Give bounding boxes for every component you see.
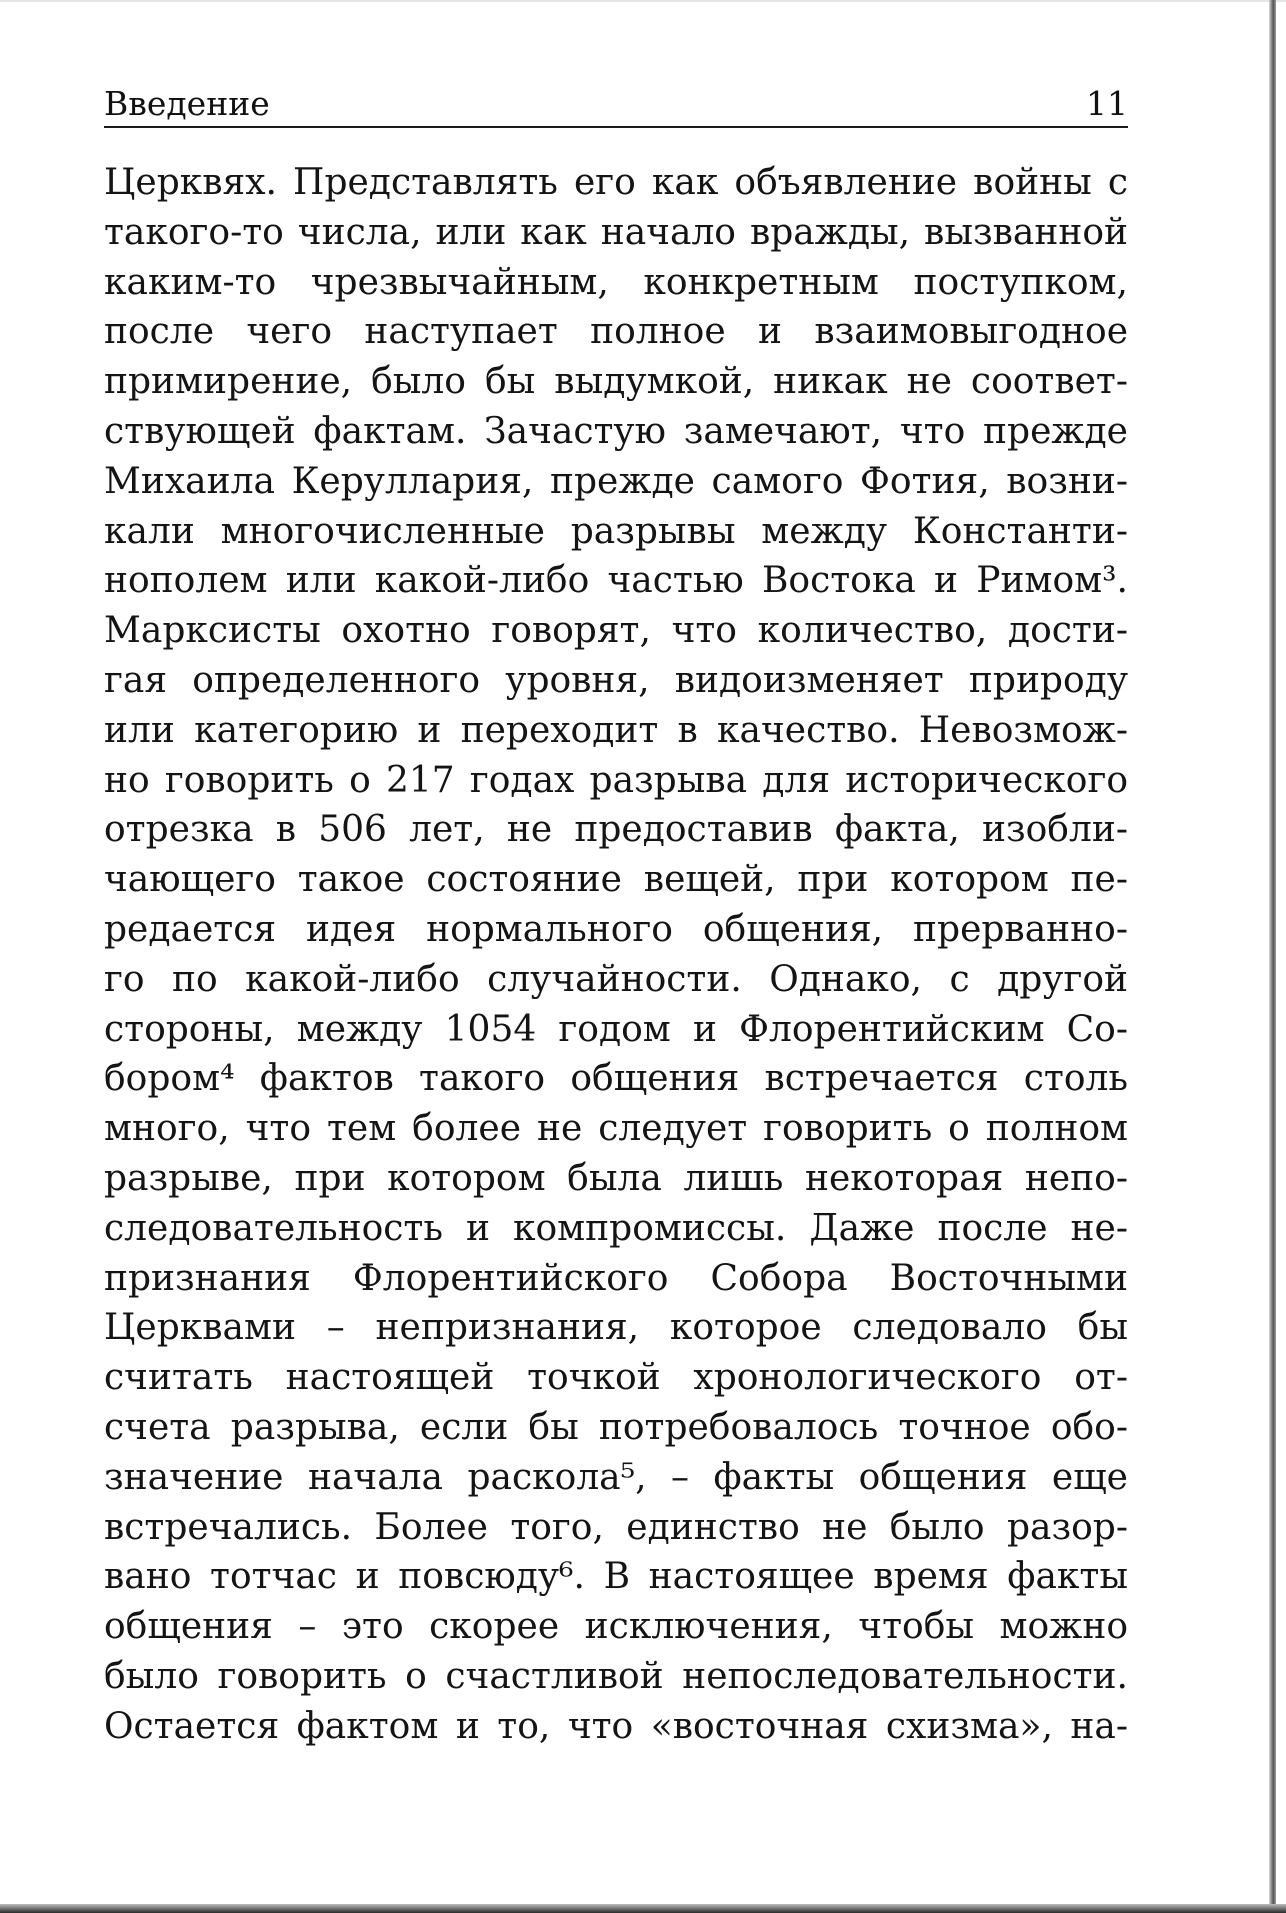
text-line: Остается фактом и то, что «восточная схизма», на- <box>104 1705 1128 1747</box>
text-line: вано тотчас и повсюду⁶. В настоящее время факты <box>104 1556 1128 1598</box>
text-line: после чего наступает полное и взаимовыгодное <box>104 311 1128 353</box>
text-line: Марксисты охотно говорят, что количество, дости- <box>104 610 1128 652</box>
text-line: Церквях. Представлять его как объявление войны с <box>104 162 1128 203</box>
page-bottom-edge-shadow <box>0 1904 1286 1913</box>
text-line: значение начала раскола⁵, – факты общения еще <box>104 1456 1128 1498</box>
text-line: стороны, между 1054 годом и Флорентийским Со- <box>104 1008 1128 1050</box>
text-line: го по какой-либо случайности. Однако, с другой <box>104 958 1128 1000</box>
text-line: кали многочисленные разрывы между Константи- <box>104 510 1128 552</box>
text-line: следовательность и компромиссы. Даже после не- <box>104 1207 1128 1249</box>
text-line: но говорить о 217 годах разрыва для исторического <box>104 759 1128 801</box>
text-line: отрезка в 506 лет, не предоставив факта, изобли- <box>104 809 1128 851</box>
text-line: признания Флорентийского Собора Восточными <box>104 1257 1128 1299</box>
text-line: нополем или какой-либо частью Востока и Римом³. <box>104 560 1128 602</box>
text-line: такого-то числа, или как начало вражды, вызванной <box>104 211 1128 253</box>
text-line: бором⁴ фактов такого общения встречается столь <box>104 1058 1128 1100</box>
text-line: ствующей фактам. Зачастую замечают, что прежде <box>104 410 1128 452</box>
text-line: разрыве, при котором была лишь некоторая непо- <box>104 1157 1128 1199</box>
running-head-section-title: Введение <box>104 84 270 123</box>
text-line: много, что тем более не следует говорить о полном <box>104 1108 1128 1150</box>
body-paragraph <box>104 158 1128 1752</box>
text-line: примирение, было бы выдумкой, никак не соответ- <box>104 361 1128 403</box>
running-head <box>104 76 1128 124</box>
text-line: редается идея нормального общения, прерванно- <box>104 908 1128 950</box>
text-line: гая определенного уровня, видоизменяет природу <box>104 659 1128 701</box>
page-right-edge-shadow <box>1269 0 1276 1913</box>
text-line: или категорию и переходит в качество. Невозмож- <box>104 709 1128 751</box>
page-top-edge <box>0 0 1286 2</box>
text-line: чающего такое состояние вещей, при котором пе- <box>104 859 1128 901</box>
text-line: каким-то чрезвычайным, конкретным поступком, <box>104 261 1128 303</box>
text-line: было говорить о счастливой непоследовательности. <box>104 1655 1128 1697</box>
text-line: Михаила Керуллария, прежде самого Фотия, возни- <box>104 460 1128 502</box>
text-line: счета разрыва, если бы потребовалось точное обо- <box>104 1406 1128 1448</box>
text-line: Церквами – непризнания, которое следовало бы <box>104 1307 1128 1349</box>
header-rule <box>104 126 1128 128</box>
text-line: встречались. Более того, единство не было разор- <box>104 1506 1128 1548</box>
text-line: общения – это скорее исключения, чтобы можно <box>104 1606 1128 1648</box>
text-line: считать настоящей точкой хронологического от- <box>104 1357 1128 1399</box>
page-number: 11 <box>1086 84 1128 123</box>
